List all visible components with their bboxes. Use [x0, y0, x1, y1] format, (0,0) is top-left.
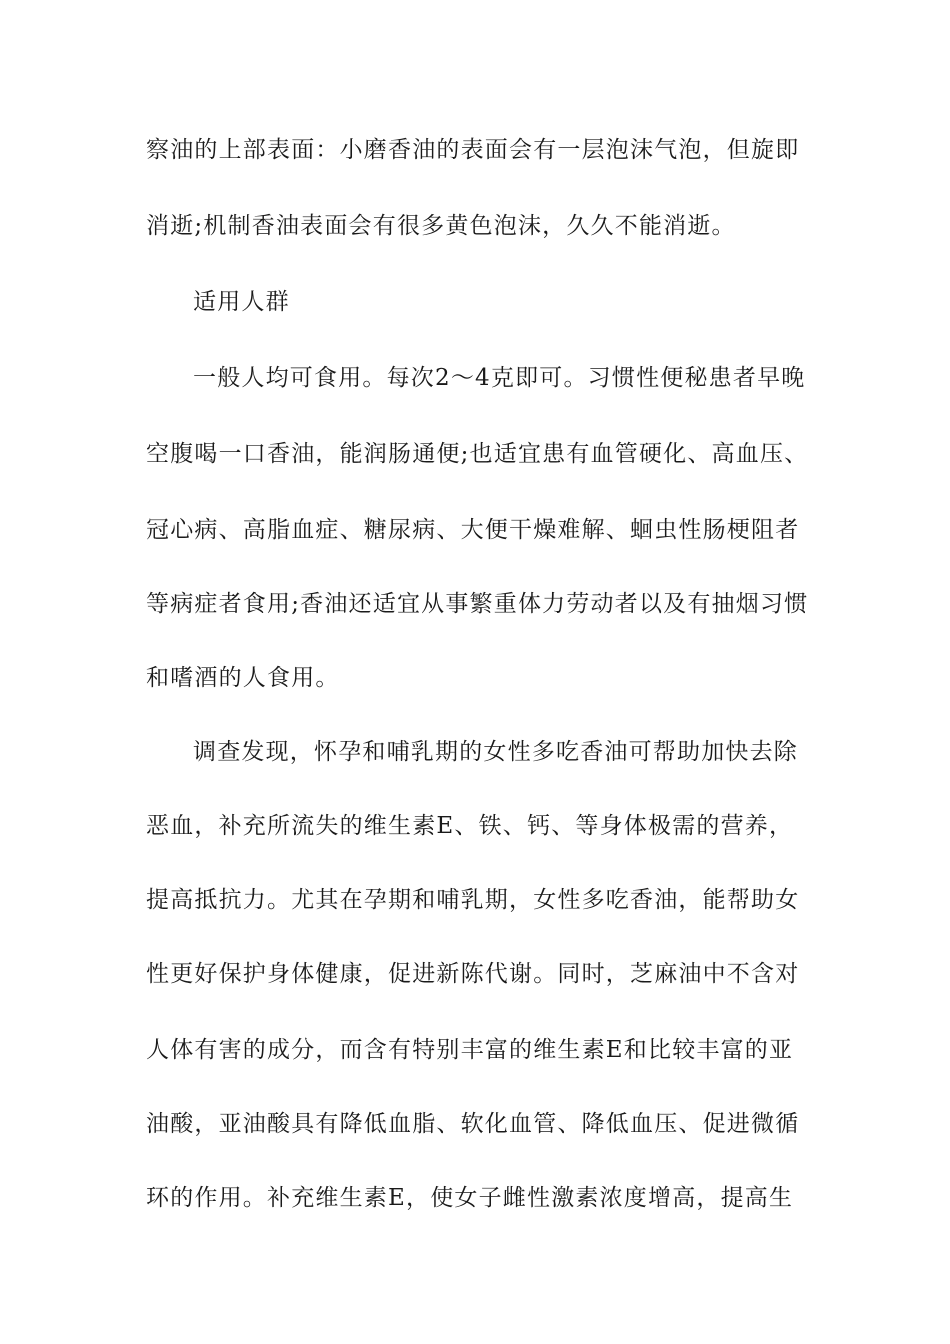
text-line: 冠心病、高脂血症、糖尿病、大便干燥难解、蛔虫性肠梗阻者 [146, 517, 800, 543]
text-line: 人体有害的成分，而含有特别丰富的维生素E和比较丰富的亚 [146, 1037, 794, 1063]
text-line: 恶血，补充所流失的维生素E、铁、钙、等身体极需的营养， [146, 813, 794, 839]
text-line: 环的作用。补充维生素E，使女子雌性激素浓度增高，提高生 [146, 1185, 794, 1211]
text-line: 性更好保护身体健康，促进新陈代谢。同时，芝麻油中不含对 [146, 961, 800, 987]
text-line: 提高抵抗力。尤其在孕期和哺乳期，女性多吃香油，能帮助女 [146, 887, 800, 913]
text-line: 和嗜酒的人食用。 [146, 665, 340, 691]
text-line: 空腹喝一口香油，能润肠通便;也适宜患有血管硬化、高血压、 [146, 441, 809, 467]
section-heading: 适用人群 [193, 289, 290, 315]
text-line: 等病症者食用;香油还适宜从事繁重体力劳动者以及有抽烟习惯 [146, 591, 809, 617]
text-line: 察油的上部表面：小磨香油的表面会有一层泡沫气泡，但旋即 [146, 137, 800, 163]
text-line: 消逝;机制香油表面会有很多黄色泡沫，久久不能消逝。 [146, 213, 736, 239]
text-line: 一般人均可食用。每次2～4克即可。习惯性便秘患者早晚 [193, 365, 806, 391]
text-line: 油酸，亚油酸具有降低血脂、软化血管、降低血压、促进微循 [146, 1111, 800, 1137]
text-line: 调查发现，怀孕和哺乳期的女性多吃香油可帮助加快去除 [193, 739, 798, 765]
